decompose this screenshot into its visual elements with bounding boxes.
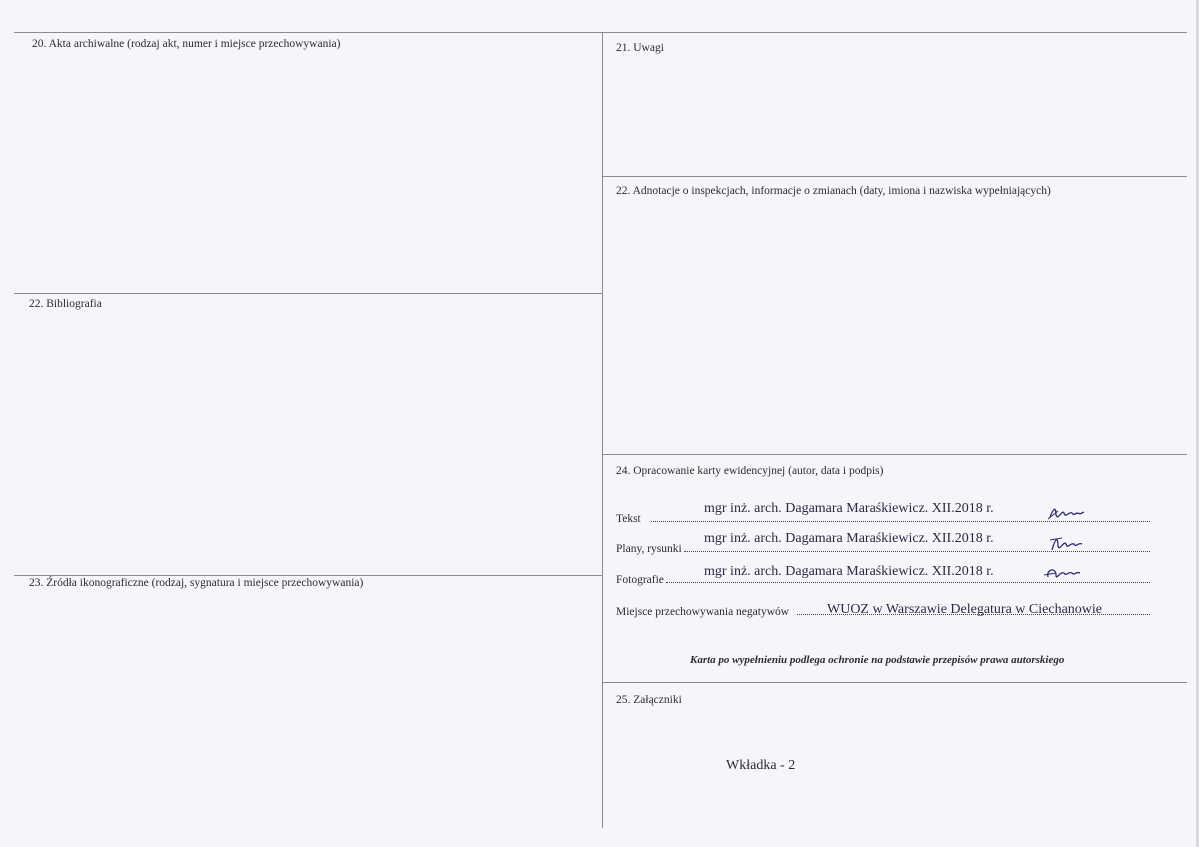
- signature-tekst: [1046, 503, 1088, 523]
- row-plany-label: Plany, rysunki: [616, 543, 682, 555]
- section-akta-label: 20. Akta archiwalne (rodzaj akt, numer i miejsce przechowywania): [32, 38, 341, 50]
- divider-akta-bibliografia: [14, 293, 602, 294]
- section-adnotacje-label: 22. Adnotacje o inspekcjach, informacje o zmianach (daty, imiona i nazwiska wypełniających): [616, 185, 1051, 197]
- row-fotografie-value: mgr inż. arch. Dagamara Maraśkiewicz. XII.2018 r.: [704, 564, 994, 579]
- center-divider-line: [602, 32, 603, 828]
- copyright-notice: Karta po wypełnieniu podlega ochronie na podstawie przepisów prawa autorskiego: [690, 654, 1065, 666]
- divider-uwagi-adnotacje: [603, 176, 1187, 177]
- signature-fotografie: [1042, 563, 1084, 583]
- signature-plany: [1046, 534, 1088, 554]
- row-fotografie-label: Fotografie: [616, 574, 664, 586]
- section-uwagi-label: 21. Uwagi: [616, 42, 664, 54]
- row-negatywy-label: Miejsce przechowywania negatywów: [616, 606, 790, 618]
- section-bibliografia-label: 22. Bibliografia: [29, 298, 102, 310]
- row-tekst-value: mgr inż. arch. Dagamara Maraśkiewicz. XII.2018 r.: [704, 501, 994, 516]
- section-opracowanie-label: 24. Opracowanie karty ewidencyjnej (autor, data i podpis): [616, 465, 884, 477]
- section-zrodla-label: 23. Źródła ikonograficzne (rodzaj, sygnatura i miejsce przechowywania): [29, 577, 364, 589]
- divider-adnotacje-opracowanie: [603, 454, 1187, 455]
- top-border-line: [14, 32, 1187, 33]
- row-tekst-label: Tekst: [616, 513, 641, 525]
- section-zalaczniki-label: 25. Załączniki: [616, 694, 682, 706]
- row-negatywy-value: WUOZ w Warszawie Delegatura w Ciechanowie: [827, 602, 1103, 617]
- divider-bibliografia-zrodla: [14, 575, 602, 576]
- insert-label: Wkładka - 2: [726, 758, 796, 773]
- divider-opracowanie-zalaczniki: [603, 682, 1187, 683]
- row-plany-value: mgr inż. arch. Dagamara Maraśkiewicz. XII.2018 r.: [704, 531, 994, 546]
